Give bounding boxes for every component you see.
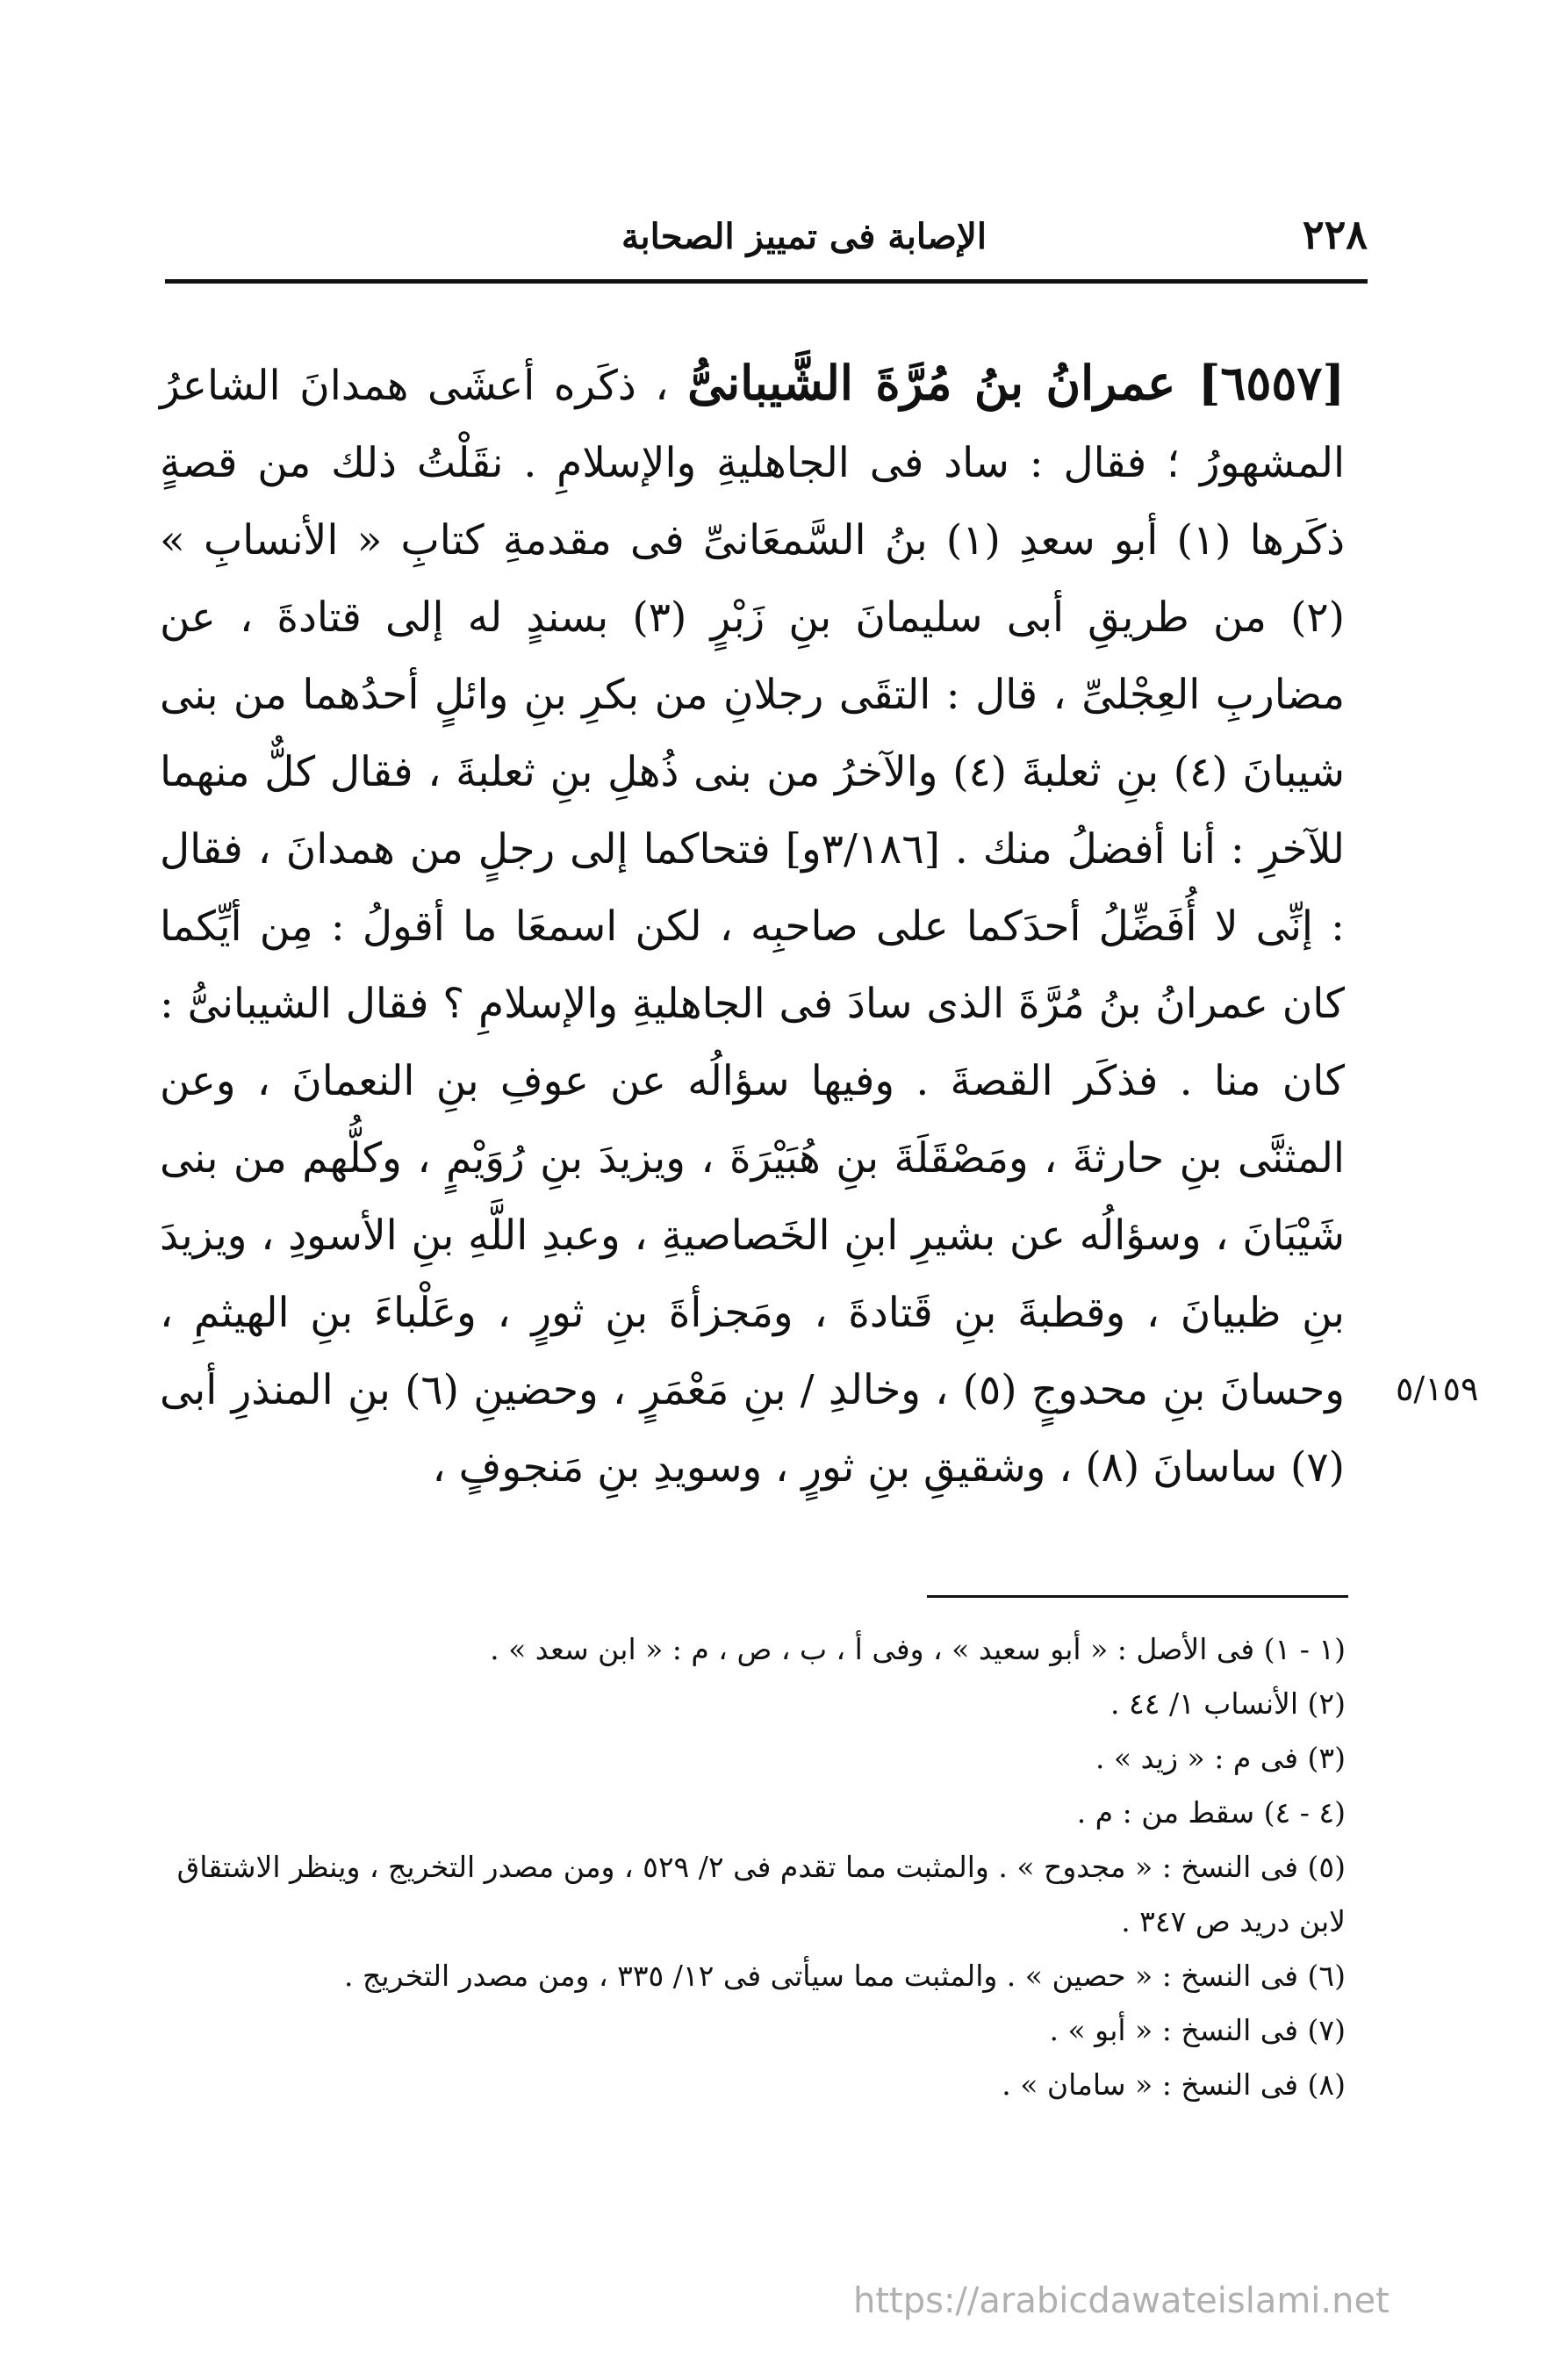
entry-paragraph [160, 344, 1345, 1506]
entry-heading: [٦٥٥٧] عمرانُ بنُ مُرَّةَ الشَّيبانىُّ [687, 355, 1345, 411]
footnote: (٨) فى النسخ : « سامان » . [1002, 2067, 1346, 2102]
footnote: (٥) فى النسخ : « مجدوح » . والمثبت مما تقدم فى ٢/ ٥٢٩ ، ومن مصدر التخريج ، وينظر الاشتقاق لابن دريد ص ٣٤٧ . [176, 1850, 1346, 1938]
body-text [160, 344, 1345, 1506]
footnote: (٣) فى م : « زيد » . [1095, 1741, 1346, 1775]
footnote: (٦) فى النسخ : « حصين » . والمثبت مما سيأتى فى ١٢/ ٣٣٥ ، ومن مصدر التخريج . [344, 1959, 1346, 1993]
header-rule [165, 279, 1368, 284]
page-header [165, 211, 1368, 274]
entry-text: ، ذكَره أعشَى همدانَ الشاعرُ المشهورُ ؛ فقال : ساد فى الجاهليةِ والإسلامِ . نقَلْتُ ذلك من قصةٍ ذكَرها (١) أبو سعدِ (١) بنُ السَّمعَانىِّ فى مقدمةِ كتابِ « الأنسابِ » (٢) من طريقِ أبى سليمانَ بنِ زَبْرٍ (٣) بسندٍ له إلى قتادةَ ، عن مضاربِ العِجْلىِّ ، قال : التقَى رجلانِ من بكرِ بنِ وائلٍ أحدُهما من بنى شيبانَ (٤) بنِ ثعلبةَ (٤) والآخرُ من بنى ذُهلِ بنِ ثعلبةَ ، فقال كلٌّ منهما للآخرِ : أنا أفضلُ منك . [٣/١٨٦و] فتحاكما إلى رجلٍ من همدانَ ، فقال : إنِّى لا أُفَضِّلُ أحدَكما على صاحبِه ، لكن اسمعَا ما أقولُ : مِن أيِّكما كان عمرانُ بنُ مُرَّةَ الذى سادَ فى الجاهليةِ والإسلامِ ؟ فقال الشيبانىُّ : كان منا . فذكَر القصةَ . وفيها سؤالُه عن عوفِ بنِ النعمانَ ، وعن المثنَّى بنِ حارثةَ ، ومَصْقَلَةَ بنِ هُبَيْرَةَ ، ويزيدَ بنِ رُوَيْمٍ ، وكلُّهم من بنى شَيْبَانَ ، وسؤالُه عن بشيرِ ابنِ الخَصاصيةِ ، وعبدِ اللَّهِ بنِ الأسودِ ، ويزيدَ بنِ ظبيانَ ، وقطبةَ بنِ قَتادةَ ، ومَجزأةَ بنِ ثورٍ ، وعَلْباءَ بنِ الهيثمِ ، وحسانَ بنِ محدوجٍ (٥) ، وخالدِ / بنِ مَعْمَرٍ ، وحضينِ (٦) بنِ المنذرِ أبى (٧) ساسانَ (٨) ، وشقيقِ بنِ ثورٍ ، وسويدِ بنِ مَنجوفٍ ، [160, 362, 1346, 1492]
page-number: ٢٢٨ [1302, 211, 1368, 258]
footnote: (٢) الأنساب ١/ ٤٤ . [1110, 1686, 1346, 1721]
watermark-url: https://arabicdawateislami.net [853, 2281, 1390, 2321]
footnotes [165, 1622, 1346, 2112]
footnote: (٧) فى النسخ : « أبو » . [1049, 2013, 1346, 2047]
footnote: (١ - ١) فى الأصل : « أبو سعيد » ، وفى أ ، ب ، ص ، م : « ابن سعد » . [490, 1632, 1346, 1666]
footnote-rule [927, 1595, 1348, 1598]
margin-reference: ٥/١٥٩ [1396, 1370, 1479, 1408]
running-title: الإصابة فى تمييز الصحابة [621, 216, 987, 257]
footnote: (٤ - ٤) سقط من : م . [1076, 1795, 1346, 1830]
